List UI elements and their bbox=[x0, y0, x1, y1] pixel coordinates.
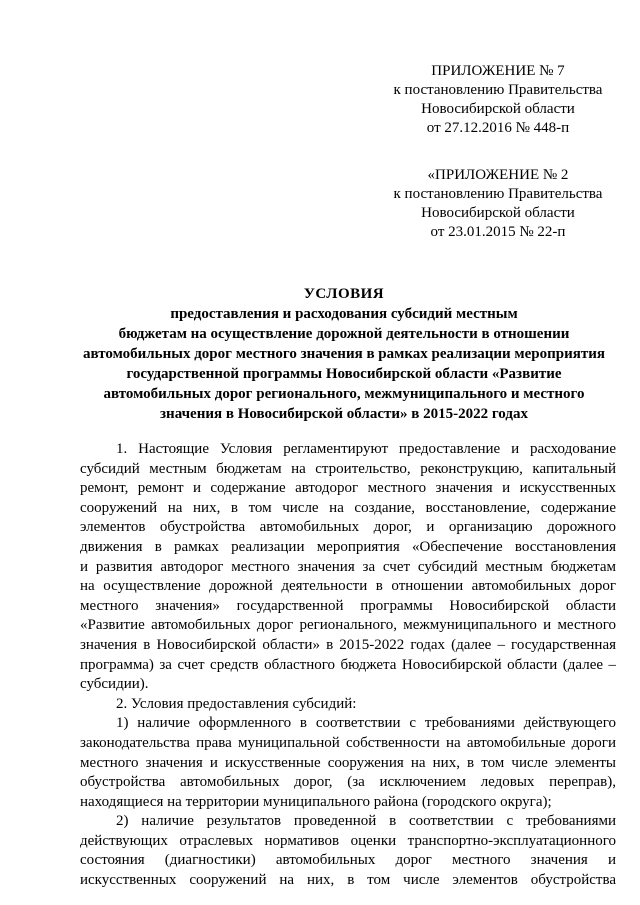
title-line: автомобильных дорог местного значения в рамках реализации мероприятия bbox=[82, 346, 606, 362]
body-line: местного значения и искусственные сооружения на них, в том числе элементы bbox=[80, 754, 616, 771]
body-line: «Развитие автомобильных дорог регионального, межмуниципального и местного bbox=[80, 617, 616, 634]
appendix-resolution-ref: к постановлению Правительства bbox=[393, 186, 603, 202]
body-line: значения в Новосибирской области» в 2015-2022 годах (далее – государственная bbox=[80, 636, 616, 653]
body-line: состояния (диагностики) автомобильных дорог местного значения и bbox=[80, 852, 616, 869]
title-line: значения в Новосибирской области» в 2015-2022 годах bbox=[160, 406, 528, 422]
appendix-date: от 27.12.2016 № 448-п bbox=[426, 120, 570, 136]
body-line: субсидии). bbox=[80, 676, 149, 693]
body-line: сооружений на них, в том числе на создание, восстановление, содержание bbox=[80, 499, 616, 516]
document-body bbox=[80, 440, 616, 891]
appendix-resolution-ref: к постановлению Правительства bbox=[393, 82, 603, 98]
appendix-region: Новосибирской области bbox=[421, 101, 575, 117]
title-line: предоставления и расходования субсидий местным bbox=[170, 306, 518, 322]
body-line: и развития автодорог местного значения за счет субсидий местным бюджетам bbox=[80, 558, 616, 575]
body-line: ремонт, ремонт и содержание автодорог местного значения и искусственных bbox=[80, 480, 616, 497]
body-line: программа) за счет средств областного бюджета Новосибирской области (далее – bbox=[80, 656, 616, 673]
body-line: 2) наличие результатов проведенной в соответствии с требованиями bbox=[116, 813, 616, 830]
body-line: 1. Настоящие Условия регламентируют предоставление и расходование bbox=[116, 441, 616, 457]
body-line: местного значения» государственной программы Новосибирской области bbox=[80, 597, 616, 614]
body-line: обустройства автомобильных дорог, (за исключением ледовых переправ), bbox=[80, 774, 616, 791]
title-line: государственной программы Новосибирской области «Развитие bbox=[126, 366, 562, 382]
body-line: действующих отраслевых нормативов оценки транспортно-эксплуатационного bbox=[80, 832, 616, 849]
body-line: 2. Условия предоставления субсидий: bbox=[116, 695, 357, 712]
document-title bbox=[70, 284, 618, 424]
title-heading: УСЛОВИЯ bbox=[303, 286, 385, 302]
body-line: субсидий местным бюджетам на строительство, реконструкцию, капитальный bbox=[80, 460, 616, 477]
body-line: 1) наличие оформленного в соответствии с требованиями действующего bbox=[116, 715, 616, 732]
appendix-header-original bbox=[378, 166, 618, 242]
body-line: элементов обустройства автомобильных дорог, и организацию дорожного bbox=[80, 519, 616, 536]
appendix-number: «ПРИЛОЖЕНИЕ № 2 bbox=[427, 167, 569, 183]
title-line: бюджетам на осуществление дорожной деятельности в отношении bbox=[118, 326, 570, 342]
body-line: на осуществление дорожной деятельности в отношении автомобильных дорог bbox=[80, 578, 616, 595]
body-line: искусственных сооружений на них, в том числе элементов обустройства bbox=[80, 872, 616, 889]
body-line: законодательства права муниципальной собственности на автомобильные дороги bbox=[80, 734, 616, 751]
appendix-region: Новосибирской области bbox=[421, 205, 575, 221]
body-line: находящиеся на территории муниципального района (городского округа); bbox=[80, 793, 552, 810]
appendix-number: ПРИЛОЖЕНИЕ № 7 bbox=[431, 63, 565, 79]
appendix-date: от 23.01.2015 № 22-п bbox=[430, 224, 566, 240]
title-line: автомобильных дорог регионального, межмуниципального и местного bbox=[103, 386, 585, 402]
appendix-header-current bbox=[378, 62, 618, 138]
body-line: движения в рамках реализации мероприятия «Обеспечение восстановления bbox=[80, 538, 616, 555]
